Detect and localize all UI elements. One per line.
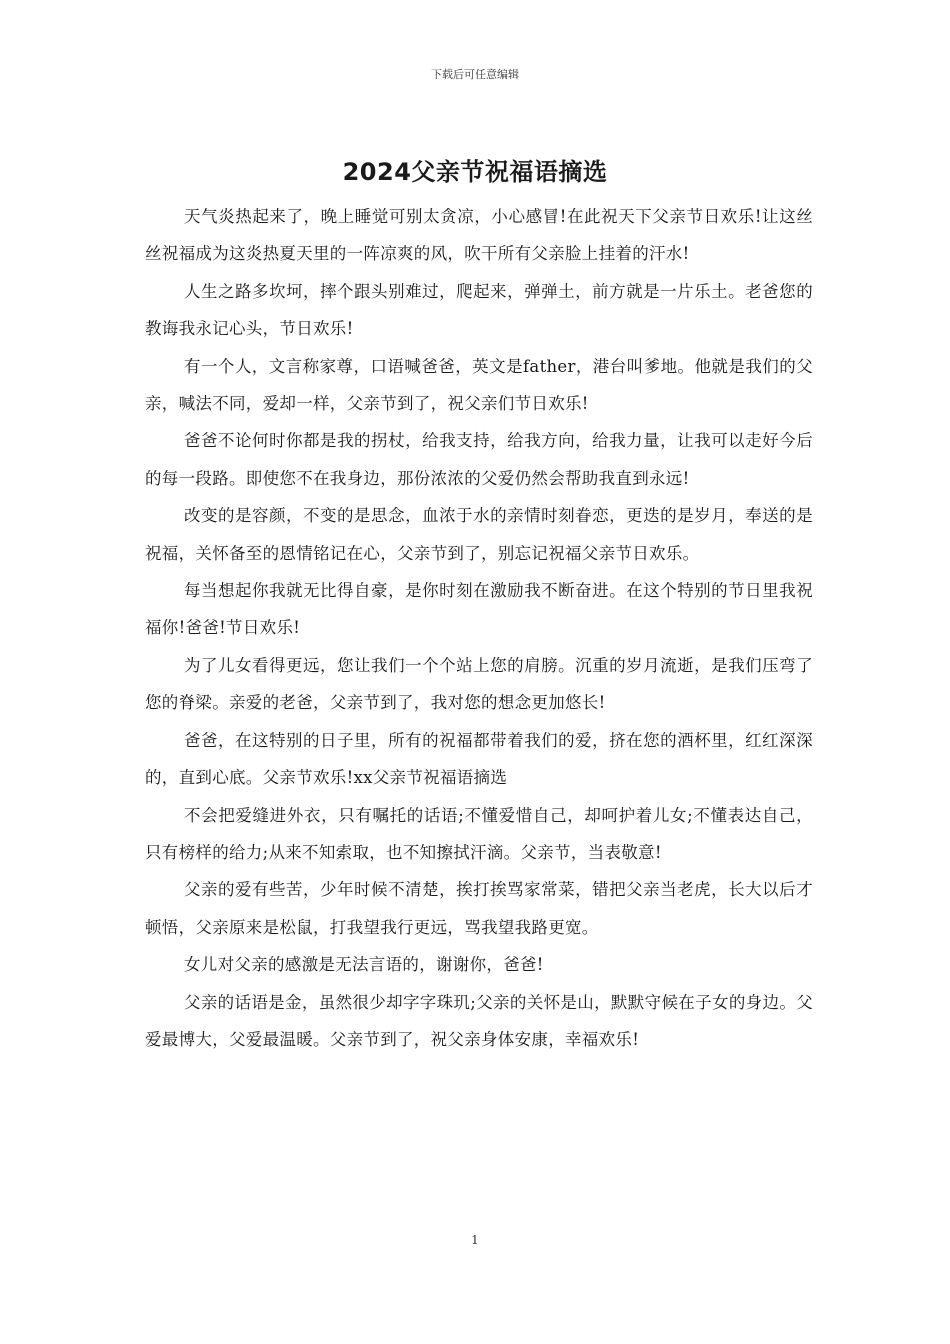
page-number: 1 [471, 1233, 479, 1247]
paragraph: 天气炎热起来了，晚上睡觉可别太贪凉，小心感冒!在此祝天下父亲节日欢乐!让这丝丝祝福成为这炎热夏天里的一阵凉爽的风，吹干所有父亲脸上挂着的汗水! [145, 207, 813, 264]
paragraph: 改变的是容颜，不变的是思念，血浓于水的亲情时刻眷恋，更迭的是岁月，奉送的是祝福，关怀备至的恩情铭记在心，父亲节到了，别忘记祝福父亲节日欢乐。 [145, 506, 813, 563]
document-title: 2024父亲节祝福语摘选 [342, 158, 608, 186]
paragraph: 父亲的话语是金，虽然很少却字字珠玑;父亲的关怀是山，默默守候在子女的身边。父爱最博大，父爱最温暖。父亲节到了，祝父亲身体安康，幸福欢乐! [145, 992, 813, 1049]
paragraph: 人生之路多坎坷，摔个跟头别难过，爬起来，弹弹土，前方就是一片乐土。老爸您的教诲我永记心头，节日欢乐! [145, 281, 813, 339]
paragraph: 女儿对父亲的感激是无法言语的，谢谢你，爸爸! [184, 955, 544, 975]
paragraph: 爸爸，在这特别的日子里，所有的祝福都带着我们的爱，挤在您的酒杯里，红红深深的，直到心底。父亲节欢乐!xx父亲节祝福语摘选 [145, 730, 813, 788]
paragraph: 不会把爱缝进外衣，只有嘱托的话语;不懂爱惜自己，却呵护着儿女;不懂表达自己，只有榜样的给力;从来不知索取，也不知擦拭汗滴。父亲节，当表敬意! [145, 805, 813, 862]
paragraph: 有一个人，文言称家尊，口语喊爸爸，英文是father，港台叫爹地。他就是我们的父亲，喊法不同，爱却一样，父亲节到了，祝父亲们节日欢乐! [145, 356, 813, 414]
document-body [145, 198, 813, 1058]
paragraph: 父亲的爱有些苦，少年时候不清楚，挨打挨骂家常菜，错把父亲当老虎，长大以后才顿悟，父亲原来是松鼠，打我望我行更远，骂我望我路更宽。 [145, 880, 813, 937]
paragraph: 爸爸不论何时你都是我的拐杖，给我支持，给我方向，给我力量，让我可以走好今后的每一段路。即使您不在我身边，那份浓浓的父爱仍然会帮助我直到永远! [145, 431, 813, 488]
paragraph: 每当想起你我就无比得自豪，是你时刻在激励我不断奋进。在这个特别的节日里我祝福你!爸爸!节日欢乐! [145, 581, 813, 638]
page-header: 下载后可任意编辑 [431, 68, 519, 81]
paragraph: 为了儿女看得更远，您让我们一个个站上您的肩膀。沉重的岁月流逝，是我们压弯了您的脊梁。亲爱的老爸，父亲节到了，我对您的想念更加悠长! [145, 655, 813, 713]
